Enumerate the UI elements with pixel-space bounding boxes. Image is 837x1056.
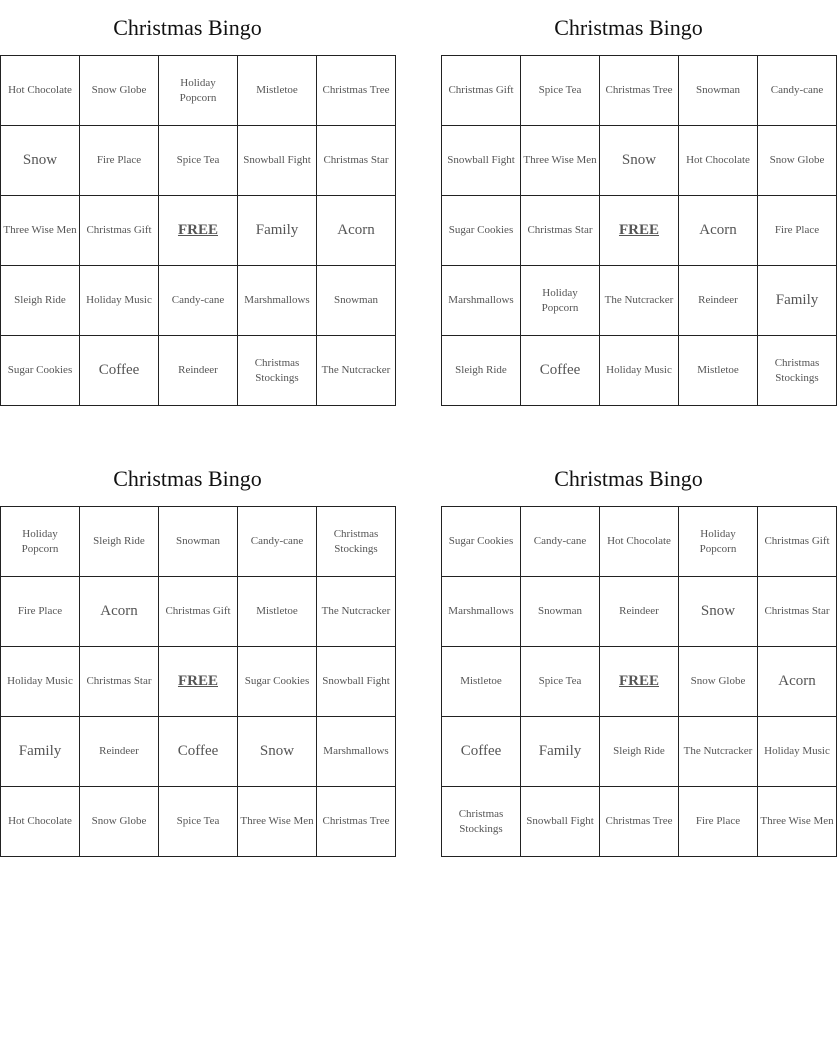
bingo-cell: Reindeer <box>600 577 679 647</box>
bingo-cell: Coffee <box>442 717 521 787</box>
bingo-cell: Hot Chocolate <box>1 787 80 857</box>
bingo-cell: Christmas Gift <box>442 56 521 126</box>
grid-row <box>442 577 837 647</box>
bingo-cell: Holiday Popcorn <box>1 507 80 577</box>
bingo-cell: Hot Chocolate <box>679 126 758 196</box>
card-title: Christmas Bingo <box>113 15 262 40</box>
bingo-cell: Snowman <box>679 56 758 126</box>
bingo-cell: Mistletoe <box>679 336 758 406</box>
bingo-grid <box>0 506 396 857</box>
grid-row <box>1 126 396 196</box>
bingo-cell: Hot Chocolate <box>1 56 80 126</box>
bingo-cell: Candy-cane <box>758 56 837 126</box>
bingo-cell: Snowball Fight <box>521 787 600 857</box>
grid-row <box>1 507 396 577</box>
bingo-cell: Holiday Popcorn <box>159 56 238 126</box>
bingo-cell: Sleigh Ride <box>600 717 679 787</box>
free-space-cell: FREE <box>600 196 679 266</box>
grid-row <box>442 56 837 126</box>
bingo-cell: Family <box>238 196 317 266</box>
bingo-card <box>0 451 391 857</box>
bingo-cell: Acorn <box>758 647 837 717</box>
bingo-cell: Holiday Music <box>758 717 837 787</box>
bingo-cell: Holiday Music <box>600 336 679 406</box>
card-title: Christmas Bingo <box>554 466 703 491</box>
bingo-cell: Fire Place <box>679 787 758 857</box>
bingo-cell: Christmas Gift <box>758 507 837 577</box>
bingo-cell: Sleigh Ride <box>442 336 521 406</box>
bingo-cell: Christmas Star <box>758 577 837 647</box>
bingo-cell: Snowman <box>159 507 238 577</box>
card-title: Christmas Bingo <box>113 466 262 491</box>
grid-row <box>1 647 396 717</box>
bingo-cell: Christmas Stockings <box>758 336 837 406</box>
bingo-cell: Sugar Cookies <box>1 336 80 406</box>
bingo-cell: Snowball Fight <box>442 126 521 196</box>
grid-row <box>1 717 396 787</box>
grid-row <box>442 336 837 406</box>
bingo-cell: Christmas Star <box>80 647 159 717</box>
bingo-cell: Reindeer <box>159 336 238 406</box>
bingo-card <box>0 0 391 406</box>
bingo-cell: Acorn <box>80 577 159 647</box>
bingo-cell: Family <box>758 266 837 336</box>
bingo-cell: The Nutcracker <box>317 336 396 406</box>
bingo-cell: Mistletoe <box>442 647 521 717</box>
bingo-cell: Mistletoe <box>238 577 317 647</box>
bingo-cell: Acorn <box>317 196 396 266</box>
bingo-cell: Family <box>521 717 600 787</box>
grid-row <box>442 647 837 717</box>
grid-row <box>442 196 837 266</box>
bingo-cell: Fire Place <box>758 196 837 266</box>
bingo-cell: Candy-cane <box>159 266 238 336</box>
bingo-cell: Christmas Gift <box>80 196 159 266</box>
bingo-cell: Snow Globe <box>80 787 159 857</box>
bingo-cell: Reindeer <box>679 266 758 336</box>
bingo-cell: Christmas Stockings <box>442 787 521 857</box>
bingo-cell: Fire Place <box>1 577 80 647</box>
bingo-cell: The Nutcracker <box>317 577 396 647</box>
bingo-cell: Marshmallows <box>442 266 521 336</box>
grid-row <box>1 266 396 336</box>
bingo-cell: The Nutcracker <box>600 266 679 336</box>
bingo-cell: Sugar Cookies <box>238 647 317 717</box>
bingo-card <box>441 0 825 406</box>
bingo-cell: Three Wise Men <box>521 126 600 196</box>
bingo-cell: Christmas Tree <box>317 787 396 857</box>
bingo-cell: Spice Tea <box>159 787 238 857</box>
bingo-cell: The Nutcracker <box>679 717 758 787</box>
card-title: Christmas Bingo <box>554 15 703 40</box>
bingo-cell: Coffee <box>521 336 600 406</box>
grid-row <box>442 717 837 787</box>
bingo-cell: Snowman <box>521 577 600 647</box>
bingo-cell: Hot Chocolate <box>600 507 679 577</box>
bingo-cell: Spice Tea <box>521 56 600 126</box>
bingo-cell: Three Wise Men <box>758 787 837 857</box>
bingo-cell: Christmas Star <box>521 196 600 266</box>
grid-row <box>442 126 837 196</box>
bingo-cell: Snow <box>1 126 80 196</box>
bingo-cell: Holiday Music <box>80 266 159 336</box>
bingo-cell: Sugar Cookies <box>442 507 521 577</box>
bingo-cell: Christmas Gift <box>159 577 238 647</box>
bingo-cell: Snowball Fight <box>317 647 396 717</box>
grid-row <box>1 336 396 406</box>
bingo-cell: Sugar Cookies <box>442 196 521 266</box>
bingo-cell: Marshmallows <box>442 577 521 647</box>
grid-row <box>1 196 396 266</box>
bingo-cell: Fire Place <box>80 126 159 196</box>
bingo-cell: Snowball Fight <box>238 126 317 196</box>
bingo-grid <box>0 55 396 406</box>
grid-row <box>1 577 396 647</box>
bingo-cell: Coffee <box>159 717 238 787</box>
bingo-cell: Holiday Music <box>1 647 80 717</box>
bingo-cell: Christmas Tree <box>317 56 396 126</box>
grid-row <box>1 56 396 126</box>
grid-row <box>442 787 837 857</box>
bingo-cell: Christmas Stockings <box>317 507 396 577</box>
bingo-cell: Christmas Tree <box>600 56 679 126</box>
bingo-cell: Sleigh Ride <box>80 507 159 577</box>
grid-row <box>442 266 837 336</box>
bingo-cell: Snow Globe <box>80 56 159 126</box>
bingo-cell: Spice Tea <box>521 647 600 717</box>
bingo-grid <box>441 506 837 857</box>
bingo-cell: Three Wise Men <box>1 196 80 266</box>
bingo-cell: Candy-cane <box>521 507 600 577</box>
bingo-cell: Snow <box>679 577 758 647</box>
grid-row <box>442 507 837 577</box>
bingo-cell: Holiday Popcorn <box>521 266 600 336</box>
bingo-grid <box>441 55 837 406</box>
bingo-cell: Mistletoe <box>238 56 317 126</box>
free-space-cell: FREE <box>600 647 679 717</box>
bingo-cell: Acorn <box>679 196 758 266</box>
bingo-card <box>441 451 834 857</box>
bingo-cell: Christmas Star <box>317 126 396 196</box>
free-space-cell: FREE <box>159 647 238 717</box>
bingo-cell: Three Wise Men <box>238 787 317 857</box>
bingo-cell: Sleigh Ride <box>1 266 80 336</box>
free-space-cell: FREE <box>159 196 238 266</box>
bingo-cell: Marshmallows <box>317 717 396 787</box>
bingo-cell: Snowman <box>317 266 396 336</box>
bingo-cell: Holiday Popcorn <box>679 507 758 577</box>
grid-row <box>1 787 396 857</box>
bingo-cell: Christmas Tree <box>600 787 679 857</box>
bingo-cell: Snow <box>238 717 317 787</box>
bingo-cell: Spice Tea <box>159 126 238 196</box>
bingo-cell: Snow <box>600 126 679 196</box>
bingo-cell: Candy-cane <box>238 507 317 577</box>
bingo-cell: Snow Globe <box>679 647 758 717</box>
bingo-cell: Family <box>1 717 80 787</box>
bingo-cell: Snow Globe <box>758 126 837 196</box>
bingo-cell: Reindeer <box>80 717 159 787</box>
bingo-cell: Coffee <box>80 336 159 406</box>
bingo-cell: Christmas Stockings <box>238 336 317 406</box>
bingo-cell: Marshmallows <box>238 266 317 336</box>
